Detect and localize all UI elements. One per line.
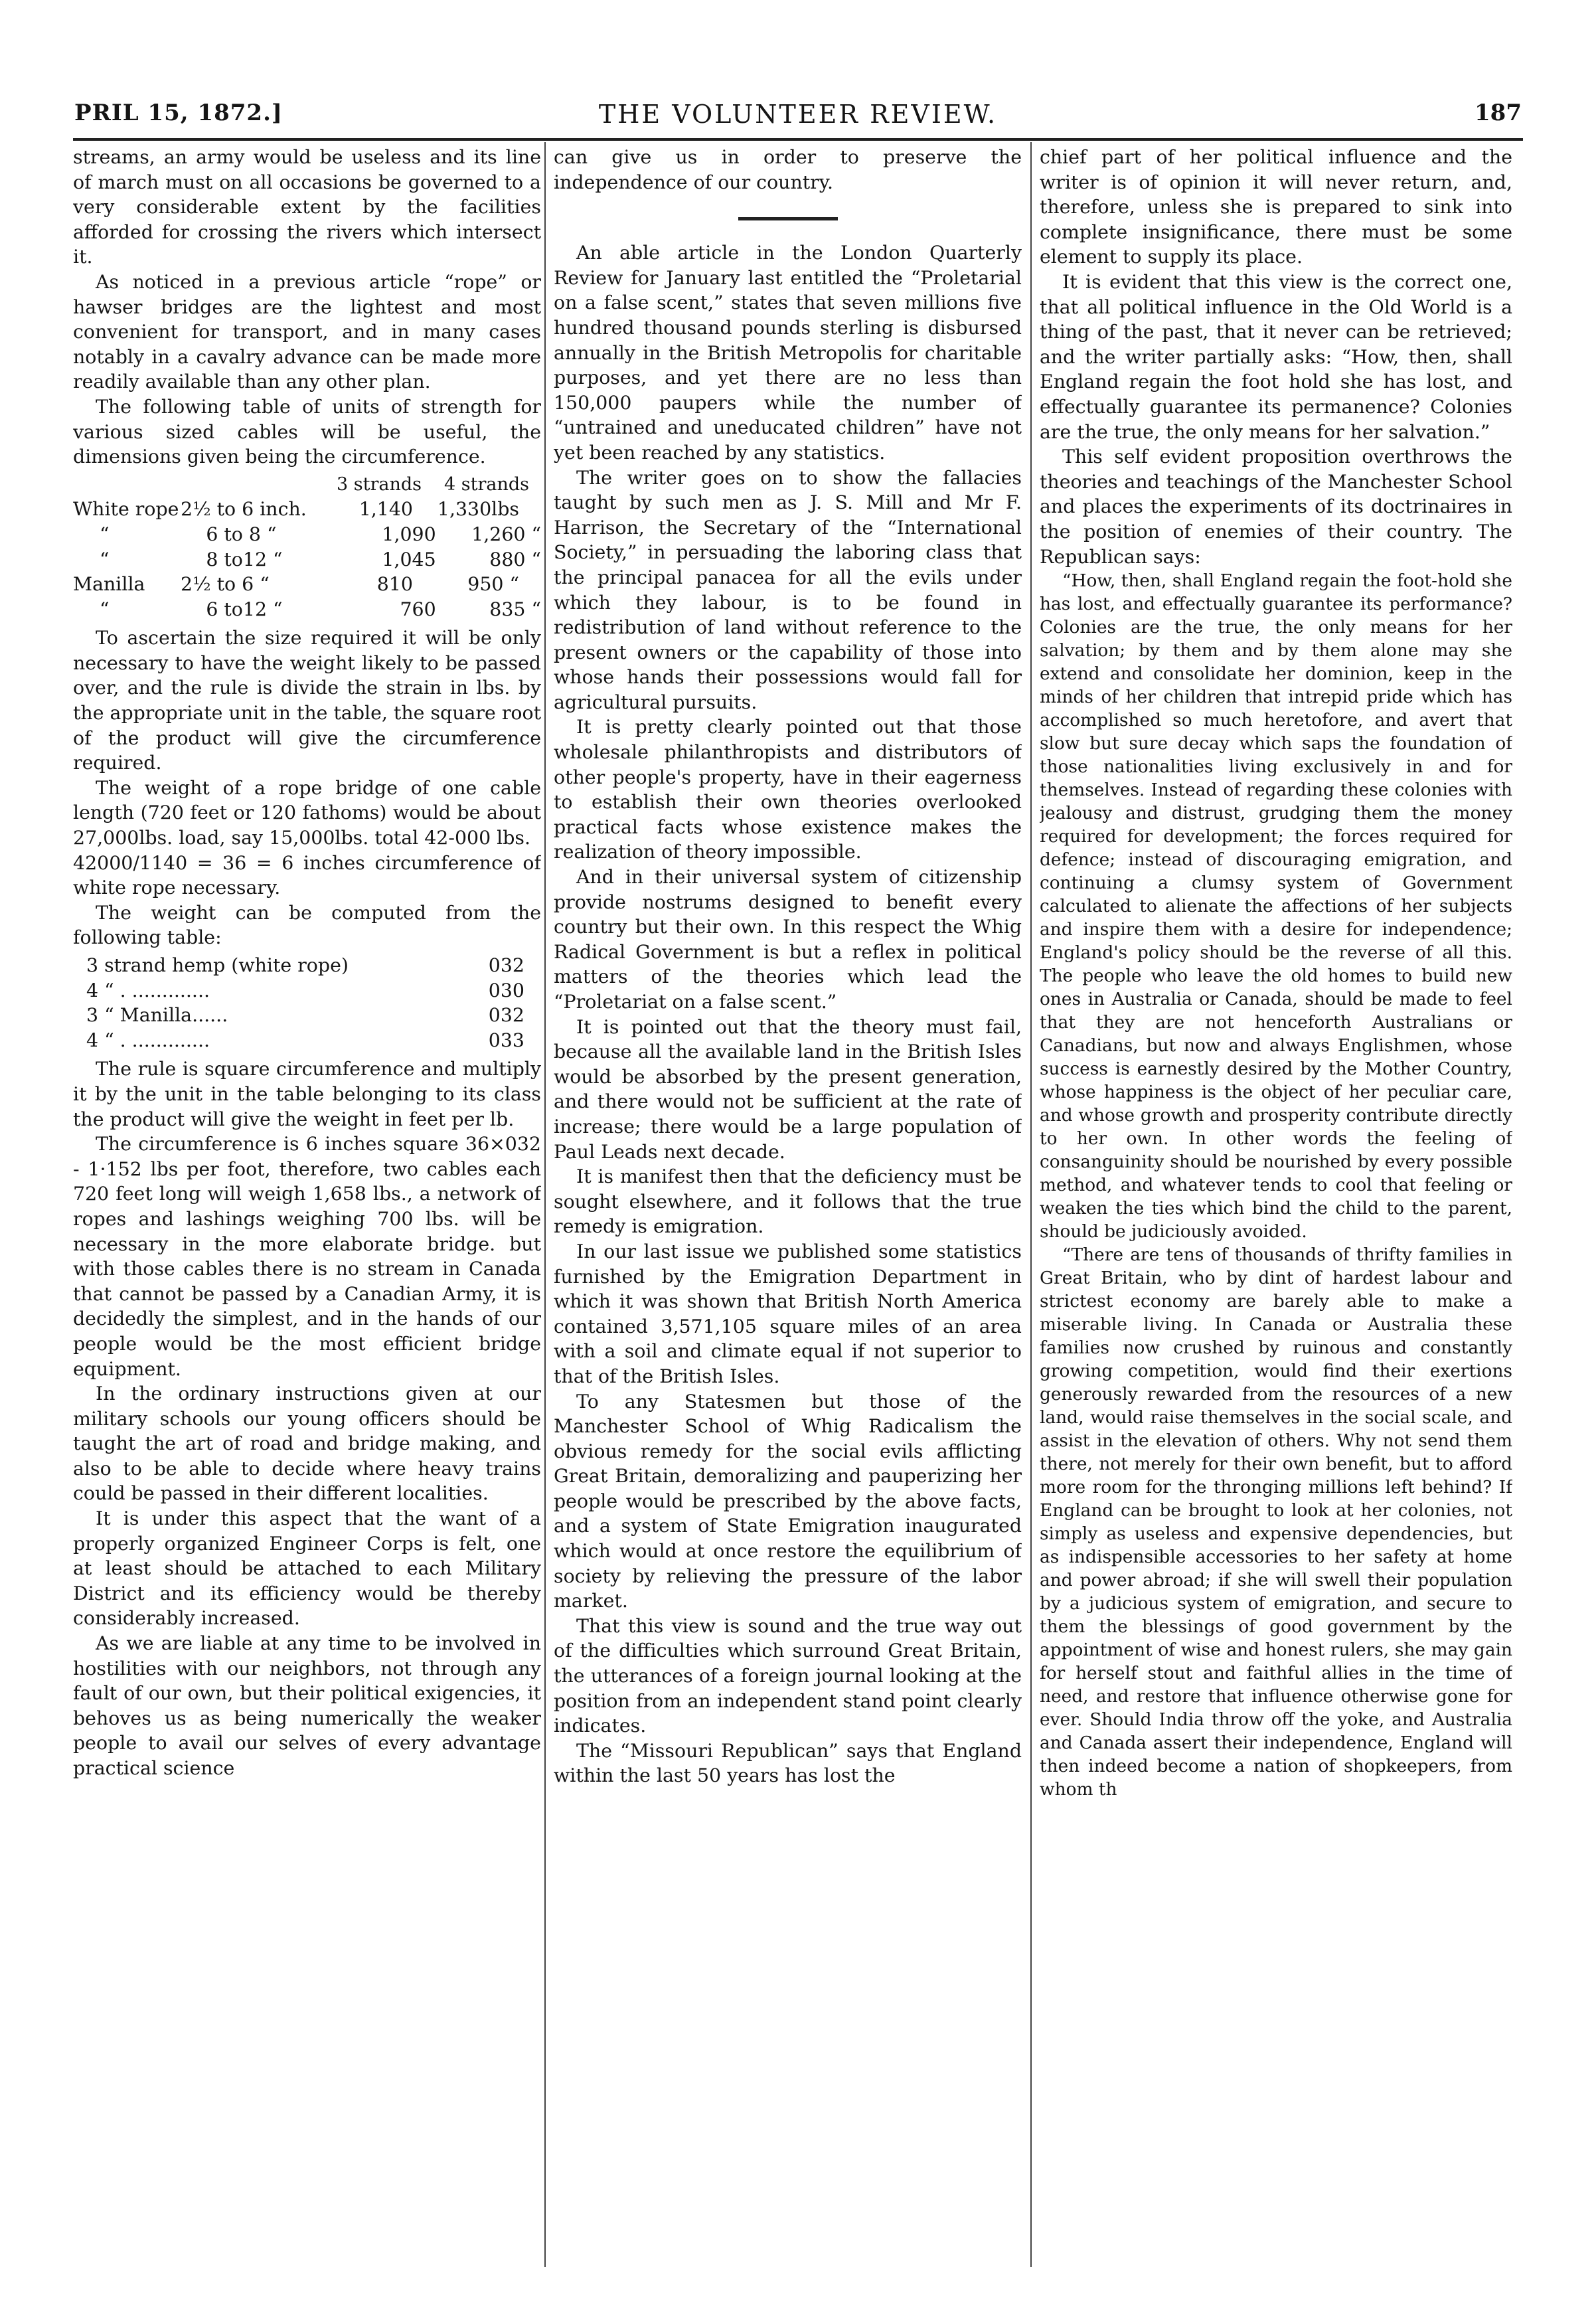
rope-table-header [73, 472, 541, 497]
paragraph: It is manifest then that the deficiency must be sought elsewhere, and it follows that the true remedy is emigration. [554, 1165, 1022, 1238]
table-row [73, 597, 541, 622]
weight-unit: 033 [488, 1029, 524, 1051]
paragraph: As we are liable at any time to be involved in hostilities with our neighbors, not through any fault of our own, but their political exigencies, it behoves us as being numerically the weaker people to avail our selves of every advantage practical science [73, 1632, 541, 1779]
formula-line: 42000/1140 = 36 = 6 inches circumference of white rope necessary. [73, 851, 541, 899]
paragraph: An able article in the London Quarterly Review for January last entitled the “Proletarial on a false scent,” states that seven millions five hundred thousand pounds sterling is disbursed annually in the British Metropolis for charitable purposes, and yet there are no less than 150,000 paupers while the number of “untrained and uneducated children” have not yet been reached by any statistics. [554, 242, 1022, 464]
weight-unit-table [86, 953, 541, 1053]
table-row [86, 953, 541, 978]
rope-size: 6 to 8 “ [206, 523, 277, 545]
paragraph: To any Statesmen but those of the Manchester School of Whig Radicalism the obvious remedy for the social evils afflicting Great Britain, demoralizing and pauperizing her people would be prescribed by the above facts, and a system of State Emigration inaugurated which would at once restore the equilibrium of society by relieving the pressure of the labor market. [554, 1390, 1022, 1612]
four-strand-value: 1,330lbs [437, 498, 519, 521]
paragraph: The following table of units of strength for various sized cables will be useful, the dimensions given being the circumference. [73, 395, 541, 468]
table-row [73, 522, 541, 547]
weight-unit: 032 [488, 1004, 524, 1027]
three-strand-value: 760 [400, 598, 436, 620]
rope-type: Manilla [73, 573, 145, 596]
table-row [73, 547, 541, 572]
column-2 [554, 145, 1022, 2257]
paragraph: chief part of her political influence and the writer is of opinion it will never return, and, therefore, unless she is prepared to sink into complete insignificance, there must be some element to supply its place. [1040, 146, 1512, 268]
publication-title: THE VOLUNTEER REVIEW. [598, 100, 998, 129]
paragraph: As noticed in a previous article “rope” or hawser bridges are the lightest and most convenient for transport, and in many cases notably in a cavalry advance can be made more readily available than any other plan. [73, 270, 541, 393]
rope-class: 3 strand hemp (white rope) [86, 954, 349, 976]
four-strand-value: 1,260 “ [471, 523, 541, 545]
table-row [73, 497, 541, 522]
paragraph: The “Missouri Republican” says that England within the last 50 years has lost the [554, 1739, 1022, 1787]
rope-type: “ [100, 548, 110, 570]
weight-unit: 032 [488, 954, 524, 976]
paragraph: To ascertain the size required it will be only necessary to have the weight likely to be passed over, and the rule is divide the strain in lbs. by the appropriate unit in the table, the square root of the product will give the circumference required. [73, 627, 541, 774]
three-strand-value: 1,045 [382, 548, 436, 570]
article-separator [738, 217, 838, 220]
paragraph: In our last issue we published some statistics furnished by the Emigration Department in which it was shown that British North America contained 3,571,105 square miles of an area with a soil and climate equal if not superior to that of the British Isles. [554, 1240, 1022, 1387]
paragraph: can give us in order to preserve the independence of our country. [554, 146, 1022, 193]
four-strand-value: 950 “ [467, 573, 519, 596]
table-row [86, 1028, 541, 1053]
four-strand-value: 880 “ [489, 548, 541, 570]
issue-date: PRIL 15, 1872.] [74, 100, 283, 126]
column-3 [1040, 145, 1512, 2257]
paragraph: It is evident that this view is the correct one, that all political influence in the Old World is a thing of the past, that it never can be retrieved; and the writer partially asks: “How, then, shall England regain the foot hold she has lost, and effectually guarantee its permanence? Colonies are the true, the only means for her salvation.” [1040, 270, 1512, 443]
rope-size: 2½ to 6 inch. [181, 498, 307, 521]
paragraph: It is pointed out that the theory must fail, because all the available land in the British Isles would be absorbed by the present generation, and there would not be sufficient at the rate of increase; there would be a large population of Paul Leads next decade. [554, 1015, 1022, 1163]
rope-class: 4 “ . ............. [86, 1029, 210, 1051]
paragraph: It is pretty clearly pointed out that those wholesale philanthropists and distributors of other people's property, have in their eagerness to establish their own theories overlooked practical facts whose existence makes the realization of theory impossible. [554, 716, 1022, 863]
quoted-paragraph: “There are tens of thousands of thrifty families in Great Britain, who by dint of hardest labour and strictest economy are barely able to make a miserable living. In Canada or Australia these families now crushed by ruinous and constantly growing competition, would find their exertions generously rewarded from the resources of a new land, would raise themselves in the social scale, and assist in the elevation of others. Why not send them there, not merely for their own benefit, but to afford more room for the thronging millions left behind? If England can be brought to look at her colonies, not simply as useless and expensive dependencies, but as indispensible accessories to her safety at home and power abroad; if she will swell their population by a judicious system of emigration, and secure to them the blessings of good government by the appointment of wise and honest rulers, she may gain for herself stout and faithful allies in the time of need, and restore that influence otherwise gone for ever. Should India throw off the yoke, and Australia and Canada assert their independence, England will then indeed become a nation of shopkeepers, from whom th [1040, 1244, 1512, 1800]
rope-type: White rope [73, 498, 179, 521]
paragraph: In the ordinary instructions given at our military schools our young officers should be taught the art of road and bridge making, and also to be able to decide where heavy trains could be passed in their different localities. [73, 1383, 541, 1505]
rope-class: 4 “ . ............. [86, 979, 210, 1001]
paragraph: The rule is square circumference and multiply it by the unit in the table belonging to its class the product will give the weight in feet per lb. [73, 1058, 541, 1130]
column-divider-1 [544, 142, 546, 2267]
three-strand-value: 810 [376, 573, 413, 596]
rope-type: “ [100, 598, 110, 620]
header-3-strands: 3 strands [337, 473, 422, 495]
page-number: 187 [1475, 100, 1522, 126]
header-4-strands: 4 strands [444, 473, 529, 495]
paragraph: streams, an army would be useless and its line of march must on all occasions be governed to a very considerable extent by the facilities afforded for crossing the rivers which intersect it. [73, 146, 541, 268]
table-row [73, 572, 541, 597]
paragraph: The writer goes on to show the fallacies taught by such men as J. S. Mill and Mr F. Harrison, the Secretary of the “International Society,” in persuading the laboring class that the principal panacea for all the evils under which they labour, is to be found in redistribution of land without reference to the present owners or the capability of those into whose hands their possessions would fall for agricultural pursuits. [554, 466, 1022, 713]
paragraph: That this view is sound and the true way out of the difficulties which surround Great Britain, the utterances of a foreign journal looking at the position from an independent stand point clearly indicates. [554, 1614, 1022, 1737]
paragraph: The circumference is 6 inches square 36×032 - 1·152 lbs per foot, therefore, two cables each 720 feet long will weigh 1,658 lbs., a network of ropes and lashings weighing 700 lbs. will be necessary in the more elaborate bridge. but with those cables there is no stream in Canada that cannot be passed by a Canadian Army, it is decidedly the simplest, and in the hands of our people would be the most efficient bridge equipment. [73, 1133, 541, 1380]
paragraph: The weight can be computed from the following table: [73, 901, 541, 949]
rope-type: “ [100, 523, 110, 545]
running-head [74, 100, 1522, 139]
rope-class: 3 “ Manilla...... [86, 1004, 228, 1027]
paragraph: It is under this aspect that the want of a properly organized Engineer Corps is felt, one at least should be attached to each Military District and its efficiency would be thereby considerably increased. [73, 1507, 541, 1630]
column-divider-2 [1030, 142, 1032, 2267]
header-rule [73, 138, 1523, 141]
table-row [86, 1003, 541, 1028]
quoted-paragraph: “How, then, shall England regain the foot-hold she has lost, and effectually guarantee its performance? Colonies are the true, the only means for her salvation; by them and by them alone may she extend and consolidate her dominion, keep in the minds of her children that intrepid pride which has accomplished so much heretofore, and avert that slow but sure decay which saps the foundation of those nationalities living exclusively in and for themselves. Instead of regarding these colonies with jealousy and distrust, grudging them the money required for development; the forces required for defence; instead of discouraging emigration, and continuing a clumsy system of Government calculated to alienate the affections of her subjects and inspire them with a desire for independence; England's policy should be the reverse of all this. The people who leave the old homes to build new ones in Australia or Canada, should be made to feel that they are not henceforth Australians or Canadians, but now and always Englishmen, whose success is earnestly desired by the Mother Country, whose happiness is the object of her peculiar care, and whose growth and prosperity contribute directly to her own. In other words the feeling of consanguinity should be nourished by every possible method, and whatever tends to cool that feeling or weaken the ties which bind the child to the parent, should be judiciously avoided. [1040, 570, 1512, 1242]
rope-strength-table [73, 472, 541, 622]
rope-size: 2½ to 6 “ [181, 573, 270, 596]
three-strand-value: 1,090 [382, 523, 436, 545]
paragraph: The weight of a rope bridge of one cable length (720 feet or 120 fathoms) would be about 27,000lbs. load, say 15,000lbs. total 42-000 lbs. [73, 776, 541, 849]
table-row [86, 978, 541, 1003]
four-strand-value: 835 “ [489, 598, 541, 620]
rope-size: 8 to12 “ [206, 548, 283, 570]
rope-size: 6 to12 “ [206, 598, 283, 620]
three-strand-value: 1,140 [359, 498, 413, 521]
weight-unit: 030 [488, 979, 524, 1001]
paragraph: And in their universal system of citizenship provide nostrums designed to benefit every country but their own. In this respect the Whig Radical Government is but a reflex in political matters of the theories which lead the “Proletariat on a false scent.” [554, 866, 1022, 1013]
column-1 [73, 145, 541, 2257]
paragraph: This self evident proposition overthrows the theories and teachings of the Manchester School and places the experiments of its doctrinaires in the position of enemies of their country. The Republican says: [1040, 446, 1512, 568]
